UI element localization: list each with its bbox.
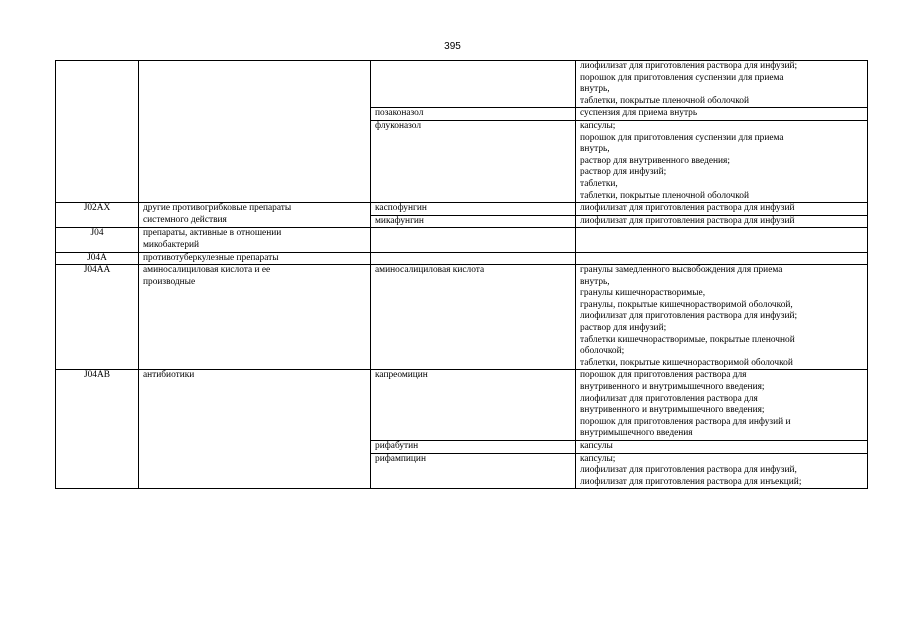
group-cell (139, 61, 371, 203)
group-name: производные (143, 276, 196, 287)
dosage-form: капсулы (580, 441, 613, 451)
dosage-form: гранулы замедленного высвобождения для приема (580, 265, 783, 276)
dosage-form: порошок для приготовления раствора для (580, 370, 747, 381)
forms-cell (576, 441, 868, 454)
group-name: противотуберкулезные препараты (143, 252, 279, 263)
forms-cell (576, 120, 868, 202)
dosage-form: раствор для внутривенного введения; (580, 155, 730, 166)
group-name: аминосалициловая кислота и ее (143, 265, 271, 276)
group-cell (139, 203, 371, 228)
dosage-form: лиофилизат для приготовления раствора для инфузий; (580, 61, 798, 71)
forms-cell (576, 215, 868, 228)
atc-code-cell (56, 228, 139, 252)
dosage-form: раствор для инфузий; (580, 323, 667, 334)
atc-code-cell (56, 370, 139, 489)
drug-cell (371, 370, 576, 441)
atc-code-cell (56, 203, 139, 228)
dosage-form: лиофилизат для приготовления раствора для инфузий; (580, 311, 798, 322)
drug-cell (371, 61, 576, 108)
dosage-form: внутривенного и внутримышечного введения; (580, 405, 765, 416)
dosage-form: лиофилизат для приготовления раствора для инфузий (580, 203, 795, 214)
dosage-form: порошок для приготовления суспензии для приема (580, 72, 784, 83)
drug-cell (371, 203, 576, 216)
group-name: антибиотики (143, 370, 195, 381)
atc-code: J04AA (83, 265, 111, 276)
drug-name: позаконазол (375, 108, 424, 119)
forms-cell (576, 108, 868, 121)
forms-cell (576, 228, 868, 252)
forms-cell (576, 61, 868, 108)
drug-cell (371, 215, 576, 228)
forms-cell (576, 453, 868, 489)
dosage-form: лиофилизат для приготовления раствора для (580, 393, 758, 404)
drug-name: капреомицин (375, 370, 428, 381)
group-name: препараты, активные в отношении (143, 228, 282, 239)
dosage-form: таблетки кишечнорастворимые, покрытые пленочной (580, 334, 795, 345)
dosage-form: внутримышечного введения (580, 428, 693, 439)
group-name: другие противогрибковые препараты (143, 203, 292, 214)
atc-code: J04 (90, 228, 104, 239)
forms-cell (576, 252, 868, 265)
atc-code-cell (56, 265, 139, 370)
atc-code: J02AX (83, 203, 111, 214)
dosage-form: лиофилизат для приготовления раствора для инфузий, (580, 465, 797, 476)
dosage-form: капсулы; (580, 453, 616, 464)
atc-code-cell (56, 252, 139, 265)
dosage-form: внутрь, (580, 84, 610, 95)
group-cell (139, 252, 371, 265)
dosage-form: таблетки, покрытые кишечнорастворимой оболочкой (580, 357, 793, 368)
dosage-form: внутривенного и внутримышечного введения; (580, 382, 765, 393)
forms-cell (576, 370, 868, 441)
table-row (56, 252, 868, 265)
drug-name: аминосалициловая кислота (375, 265, 485, 276)
dosage-form: таблетки, покрытые пленочной оболочкой (580, 190, 749, 201)
drug-name: микафунгин (375, 215, 424, 226)
drug-name: рифабутин (375, 441, 419, 451)
dosage-form: внутрь, (580, 144, 610, 155)
table-row (56, 265, 868, 370)
dosage-form: гранулы кишечнорастворимые, (580, 288, 706, 299)
drug-cell (371, 252, 576, 265)
dosage-form: гранулы, покрытые кишечнорастворимой оболочкой, (580, 299, 793, 310)
drug-cell (371, 453, 576, 489)
atc-code: J04AB (83, 370, 111, 381)
drug-name: рифампицин (375, 453, 426, 464)
dosage-form: лиофилизат для приготовления раствора для инфузий (580, 215, 795, 226)
drug-table (55, 60, 868, 489)
drug-cell (371, 120, 576, 202)
group-name: микобактерий (143, 239, 200, 250)
table-row (56, 228, 868, 252)
atc-code-cell (56, 61, 139, 203)
drug-name: флуконазол (375, 120, 422, 131)
dosage-form: капсулы; (580, 120, 616, 131)
dosage-form: суспензия для приема внутрь (580, 108, 698, 119)
dosage-form: порошок для приготовления раствора для инфузий и (580, 416, 791, 427)
dosage-form: таблетки, покрытые пленочной оболочкой (580, 95, 749, 106)
drug-cell (371, 108, 576, 121)
dosage-form: порошок для приготовления суспензии для приема (580, 132, 784, 143)
table-row (56, 203, 868, 216)
forms-cell (576, 203, 868, 216)
dosage-form: раствор для инфузий; (580, 167, 667, 178)
dosage-form: оболочкой; (580, 346, 625, 357)
group-cell (139, 370, 371, 489)
dosage-form: внутрь, (580, 276, 610, 287)
drug-name: каспофунгин (375, 203, 427, 214)
forms-cell (576, 265, 868, 370)
drug-cell (371, 228, 576, 252)
group-cell (139, 228, 371, 252)
drug-cell (371, 265, 576, 370)
group-cell (139, 265, 371, 370)
dosage-form: таблетки, (580, 178, 618, 189)
dosage-form: лиофилизат для приготовления раствора для инъекций; (580, 476, 802, 487)
drug-cell (371, 441, 576, 454)
table-row (56, 61, 868, 108)
page-number: 395 (444, 41, 461, 52)
table-row (56, 370, 868, 441)
atc-code: J04A (87, 252, 107, 263)
group-name: системного действия (143, 214, 227, 225)
